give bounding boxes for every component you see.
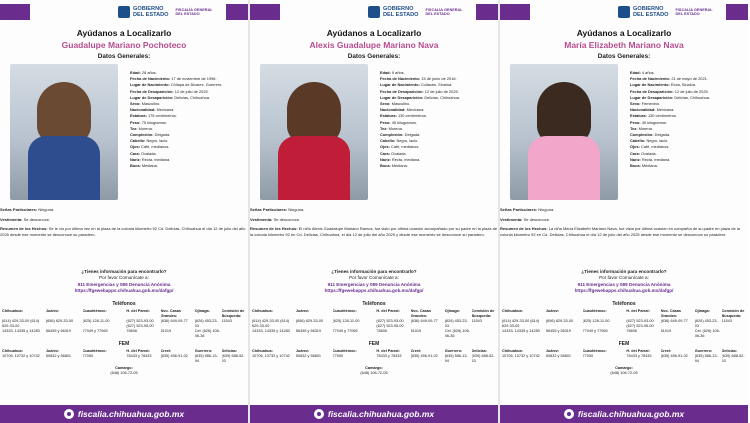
clothing: Vestimenta: Se desconoce.	[0, 216, 51, 222]
field-tez: Tez: Morena.	[630, 125, 653, 131]
phone-cell: Nvo. Casas Grandes:	[410, 309, 432, 318]
phone-cell: (635) 586-13-94	[444, 354, 468, 363]
field-peso: Peso: 45 kilogramos.	[630, 119, 668, 125]
phone-cell: 51019	[160, 329, 172, 333]
phone-cell: (639) 688-52-53	[721, 354, 745, 363]
poster-heading: Ayúdanos a Localizarlo	[326, 28, 422, 38]
government-logo	[618, 6, 713, 18]
poster-topbar	[250, 4, 498, 22]
field-lugar-nacimiento: Lugar de Nacimiento: Elota, Sinaloa.	[630, 82, 696, 88]
field-nacionalidad: Nacionalidad: Mexicana.	[380, 107, 425, 113]
field-estatura: Estatura: 175 centímetros.	[130, 113, 177, 119]
field-tez: Tez: Morena.	[380, 125, 403, 131]
phone-cell: (636) 649-09-77	[160, 319, 188, 323]
phone-cell: Juárez:	[45, 349, 60, 353]
phone-cell: (636) 649-09-77	[660, 319, 688, 323]
brand-stripe-right	[476, 4, 498, 20]
phone-cell: (614) 429-33-00 (614) 629-33-00	[502, 319, 540, 328]
field-lugar-desaparicion: Lugar de Desaparición: Delicias, Chihuahua.	[630, 94, 711, 100]
phone-directory	[250, 302, 498, 376]
phone-cell: H. del Parral:	[126, 309, 150, 313]
field-nacionalidad: Nacionalidad: Mexicana.	[630, 107, 675, 113]
field-cara: Cara: Ovalada.	[130, 150, 157, 156]
fiscalia-logo-icon	[564, 409, 574, 419]
poster-heading: Ayúdanos a Localizarlo	[576, 28, 672, 38]
phone-cell: 14333, 14335 y 14283	[502, 329, 540, 333]
poster-topbar	[0, 4, 248, 22]
missing-person-poster	[250, 0, 500, 423]
phone-cell: 50832 y 56801	[545, 354, 572, 358]
fem-title: FEM	[618, 341, 630, 347]
phone-cell: Cel: (626) 106-06-36	[694, 329, 721, 338]
footer-website[interactable]: fiscalia.chihuahua.gob.mx	[77, 409, 185, 419]
phone-cell: 50832 y 56801	[295, 354, 322, 358]
phone-cell: 77049 y 77065	[82, 329, 108, 333]
brand-stripe-right	[226, 4, 248, 20]
photo-head	[287, 82, 341, 144]
poster-topbar	[500, 4, 748, 22]
field-complexion: Complexión: Delgada.	[380, 132, 421, 138]
phone-cell: 77050	[332, 354, 344, 358]
info-contact-line: Por favor Comunícate a:	[599, 275, 649, 281]
phone-cell: (635) 586-13-94	[694, 354, 718, 363]
phone-cell: Juárez:	[295, 309, 310, 313]
phone-cell: (656) 629-33-00	[545, 319, 574, 323]
phone-cell: (625) 128-11-00	[582, 319, 610, 323]
field-cabello: Cabello: Negro, lacio.	[130, 138, 169, 144]
state-seal-icon	[118, 6, 130, 18]
facts-summary: Resumen de los Hechos: Se le vio por última vez en la plaza de la colonia kilometro 92 Cd. Delicias, Chihuahua el día 12 de julio del año 2025 desde ese momento se desconoce su paradero.	[0, 226, 246, 237]
phone-cell: H. del Parral:	[376, 309, 400, 313]
field-boca: Boca: Mediana.	[630, 163, 658, 169]
phone-cell: Creel:	[160, 349, 172, 353]
brand-stripe-left	[250, 4, 280, 20]
field-ojos: Ojos: Café, medianos.	[130, 144, 170, 150]
poster-heading: Ayúdanos a Localizarlo	[76, 28, 172, 38]
phone-cell: 10706, 10732 y 10742	[2, 354, 40, 358]
phone-cell: H. del Parral:	[126, 349, 150, 353]
field-sexo: Sexo: Femenino.	[630, 101, 661, 107]
field-boca: Boca: Mediana.	[380, 163, 408, 169]
field-fecha-desaparicion: Fecha de Desaparición: 12 de julio de 2025.	[630, 88, 709, 94]
facts-summary: Resumen de los Hechos: La niña María Elizabeth Mariano Nava, fue vista por última ocasión en compañía de su padre en plaza de la colonia kilometro 92 en Cd. Delicias, Chihuahua el día 12 de julio del año 2025 desde ese momento se desconoce su paradero.	[500, 226, 740, 237]
missing-person-poster	[0, 0, 250, 423]
photo-body	[528, 136, 600, 200]
field-lugar-desaparicion: Lugar de Desaparición: Delicias, Chihuahua.	[380, 94, 461, 100]
brand-stripe-right	[726, 4, 748, 20]
poster-footer	[0, 405, 248, 423]
contact-info	[500, 269, 748, 294]
phone-cell: Chihuahua:	[2, 309, 23, 313]
phone-cell: Juárez:	[295, 349, 310, 353]
general-data-list	[630, 70, 745, 169]
phone-cell: Ojinaga:	[694, 309, 710, 313]
field-cara: Cara: Ovalada.	[380, 150, 407, 156]
phone-cell: Guerrero:	[694, 349, 713, 353]
phone-directory	[0, 302, 248, 376]
particular-marks: Señas Particulares: Ninguna.	[0, 207, 55, 212]
contact-info	[250, 269, 498, 294]
phone-cell: Cuauhtémoc:	[82, 349, 107, 353]
photo-head	[37, 82, 91, 144]
camargo-phone: (648) 106-72-05	[610, 371, 638, 375]
poster-footer	[500, 405, 748, 423]
phone-cell: Chihuahua:	[2, 349, 23, 353]
field-cara: Cara: Ovalada.	[630, 150, 657, 156]
phone-cell: Cel: (626) 106-06-36	[444, 329, 471, 338]
phone-cell: 14333, 14335 y 14283	[252, 329, 290, 333]
person-name: Guadalupe Mariano Pochoteco	[61, 40, 187, 50]
phone-cell: (636) 649-09-77	[410, 319, 438, 323]
fem-grid	[250, 349, 498, 364]
phones-grid	[0, 309, 248, 339]
brand-stripe-left	[500, 4, 530, 20]
phone-cell: Juárez:	[545, 349, 560, 353]
phone-cell	[222, 329, 246, 339]
clothing: Vestimenta: Se desconoce.	[250, 216, 301, 222]
person-name: Alexis Guadalupe Mariano Nava	[309, 40, 439, 50]
camargo-contact	[500, 366, 748, 376]
person-photo	[260, 64, 368, 200]
gov-title-1: GOBIERNO	[633, 6, 664, 12]
fem-grid	[0, 349, 248, 364]
person-photo	[10, 64, 118, 200]
phone-cell: Cuauhtémoc:	[332, 349, 357, 353]
photo-head	[537, 82, 591, 144]
camargo-contact	[0, 366, 248, 376]
phone-cell: 56455 y 56319	[545, 329, 572, 333]
emergency-numbers: 911 Emergencias y 089 Denuncia Anónima	[327, 281, 421, 287]
phone-cell: 11543	[471, 319, 482, 323]
field-nariz: Nariz: Recta, mediana.	[380, 156, 421, 162]
field-fecha-desaparicion: Fecha de Desaparición: 12 de julio de 2025.	[130, 88, 209, 94]
brand-stripe-left	[0, 4, 30, 20]
field-estatura: Estatura: 130 centímetros.	[380, 113, 427, 119]
camargo-label: Camargo:	[615, 366, 633, 370]
general-data-list	[380, 70, 495, 169]
phone-cell: (614) 429-33-00 (614) 629-33-00	[252, 319, 290, 328]
phone-cell: 51019	[660, 329, 672, 333]
clothing: Vestimenta: Se desconoce.	[500, 216, 551, 222]
camargo-contact	[250, 366, 498, 376]
phone-cell: Ojinaga:	[194, 309, 210, 313]
info-question: ¿Tienes información para encontrarlo?	[581, 269, 667, 274]
phone-cell: 11543	[721, 319, 732, 323]
phone-cell: Ojinaga:	[444, 309, 460, 313]
phone-cell: 11543	[221, 319, 232, 323]
phone-cell: 10706, 10732 y 10742	[252, 354, 290, 358]
phone-cell: Cel: (626) 106-06-36	[194, 329, 221, 338]
phone-cell: Guerrero:	[194, 349, 213, 353]
person-photo	[510, 64, 618, 200]
report-link[interactable]: https://fgewebapps.chihuahua.gob.mx/dafgp/	[74, 287, 174, 293]
footer-website[interactable]: fiscalia.chihuahua.gob.mx	[327, 409, 435, 419]
fiscalia-logo-icon	[64, 409, 74, 419]
fem-title: FEM	[368, 341, 380, 347]
phones-grid	[250, 309, 498, 339]
field-lugar-desaparicion: Lugar de Desaparición: Delicias, Chihuahua.	[130, 94, 211, 100]
phone-cell: (627) 523-93-00 (627) 523-95-00	[376, 319, 404, 328]
field-edad: Edad: 4 años.	[630, 70, 655, 75]
phone-cell: (614) 429-33-00 (614) 629-33-00	[2, 319, 40, 328]
phone-cell: 50832 y 56801	[45, 354, 72, 358]
phone-cell: Creel:	[660, 349, 672, 353]
phone-cell: (626) 453-23-03	[444, 319, 468, 328]
fem-grid	[500, 349, 748, 364]
info-contact-line: Por favor Comunícate a:	[349, 275, 399, 281]
phone-cell: (625) 128-11-00	[82, 319, 110, 323]
phone-cell: Cuauhtémoc:	[582, 349, 607, 353]
missing-person-poster	[500, 0, 748, 423]
phone-cell: 10706, 10732 y 10742	[502, 354, 540, 358]
phone-cell: 56455 y 56319	[295, 329, 322, 333]
field-complexion: Complexión: Delgada.	[130, 132, 171, 138]
field-estatura: Estatura: 130 centímetros.	[630, 113, 677, 119]
fiscalia-title-2: DEL ESTADO	[175, 12, 200, 16]
phone-cell: Chihuahua:	[252, 309, 273, 313]
phone-cell: Cuauhtémoc:	[332, 309, 357, 313]
phone-cell: 78606	[376, 329, 387, 333]
phone-cell: 78433 y 78433	[376, 354, 402, 358]
phone-cell: 14333, 14335 y 14283	[2, 329, 40, 333]
phone-cell: Cuauhtémoc:	[582, 309, 607, 313]
fiscalia-title-2: DEL ESTADO	[425, 12, 450, 16]
phone-cell: H. del Parral:	[626, 349, 650, 353]
phone-cell: Chihuahua:	[252, 349, 273, 353]
info-contact-line: Por favor Comunícate a:	[99, 275, 149, 281]
phone-cell: Chihuahua:	[502, 309, 523, 313]
report-link[interactable]: https://fgewebapps.chihuahua.gob.mx/dafgp/	[574, 287, 674, 293]
gov-title-1: GOBIERNO	[383, 6, 414, 12]
phones-title: Teléfonos	[362, 301, 386, 307]
gov-title-1: GOBIERNO	[133, 6, 164, 12]
person-name: María Elizabeth Mariano Nava	[564, 40, 684, 50]
phone-cell: H. del Parral:	[626, 309, 650, 313]
emergency-numbers: 911 Emergencias y 089 Denuncia Anónima	[77, 281, 171, 287]
phones-grid	[500, 309, 748, 339]
field-complexion: Complexión: Delgada.	[630, 132, 671, 138]
phone-cell: Nvo. Casas Grandes:	[160, 309, 182, 318]
phone-cell: (627) 523-93-00 (627) 523-95-00	[626, 319, 654, 328]
field-nariz: Nariz: Recta, mediana.	[130, 156, 171, 162]
phone-cell: Cuauhtémoc:	[82, 309, 107, 313]
emergency-numbers: 911 Emergencias y 089 Denuncia Anónima	[577, 281, 671, 287]
fiscalia-title-1: FISCALÍA GENERAL	[425, 8, 463, 12]
report-link[interactable]: https://fgewebapps.chihuahua.gob.mx/dafgp/	[324, 287, 424, 293]
phone-cell: (626) 453-23-03	[694, 319, 718, 328]
camargo-phone: (648) 106-72-05	[360, 371, 388, 375]
field-peso: Peso: 75 kilogramos.	[130, 119, 168, 125]
fiscalia-title-2: DEL ESTADO	[675, 12, 700, 16]
camargo-label: Camargo:	[365, 366, 383, 370]
phone-cell: 78433 y 78433	[126, 354, 152, 358]
phone-cell: 78606	[626, 329, 637, 333]
info-question: ¿Tienes información para encontrarlo?	[331, 269, 417, 274]
field-cabello: Cabello: Negro, lacio.	[380, 138, 419, 144]
phone-cell: Delicias:	[721, 349, 738, 353]
phone-cell: (656) 629-33-00	[45, 319, 74, 323]
phone-cell: Chihuahua:	[502, 349, 523, 353]
gov-title-2: DEL ESTADO	[383, 12, 419, 18]
phone-cell: 78433 y 78433	[626, 354, 652, 358]
phones-title: Teléfonos	[112, 301, 136, 307]
field-cabello: Cabello: Negro, lacio.	[630, 138, 669, 144]
field-ojos: Ojos: Café, medianos.	[380, 144, 420, 150]
phone-cell: Comisión de Búsqueda:	[221, 309, 245, 318]
fem-title: FEM	[118, 341, 130, 347]
phone-cell: (635) 456-91-02	[660, 354, 688, 358]
fiscalia-title-1: FISCALÍA GENERAL	[175, 8, 213, 12]
field-fecha-nacimiento: Fecha de Nacimiento: 21 de mayo de 2021.	[630, 76, 708, 82]
phone-cell: 77049 y 77065	[332, 329, 358, 333]
phone-cell: Delicias:	[221, 349, 238, 353]
phone-cell: (626) 453-23-03	[194, 319, 218, 328]
phone-cell	[722, 329, 746, 339]
info-question: ¿Tienes información para encontrarlo?	[81, 269, 167, 274]
general-data-list	[130, 70, 245, 169]
phone-cell: (635) 456-91-02	[410, 354, 438, 358]
field-boca: Boca: Mediana.	[130, 163, 158, 169]
phone-cell: Comisión de Búsqueda:	[471, 309, 495, 318]
phone-cell: Creel:	[410, 349, 422, 353]
general-data-heading: Datos Generales:	[597, 53, 651, 60]
phone-cell: (635) 456-91-02	[160, 354, 188, 358]
gov-title-2: DEL ESTADO	[133, 12, 169, 18]
phone-cell: 51019	[410, 329, 422, 333]
government-logo	[368, 6, 463, 18]
phone-cell: Nvo. Casas Grandes:	[660, 309, 682, 318]
phone-cell: 77050	[82, 354, 94, 358]
phone-cell: (627) 523-93-00 (627) 523-95-00	[126, 319, 154, 328]
phone-cell: Juárez:	[545, 309, 560, 313]
field-peso: Peso: 45 kilogramos.	[380, 119, 418, 125]
phone-cell: 56455 y 56319	[45, 329, 72, 333]
contact-info	[0, 269, 248, 294]
fiscalia-title-1: FISCALÍA GENERAL	[675, 8, 713, 12]
state-seal-icon	[618, 6, 630, 18]
field-fecha-desaparicion: Fecha de Desaparición: 12 de julio de 2025.	[380, 88, 459, 94]
field-edad: Edad: 28 años.	[130, 70, 157, 75]
phone-cell: (635) 586-13-94	[194, 354, 218, 363]
phone-cell: Comisión de Búsqueda:	[721, 309, 745, 318]
field-tez: Tez: Morena.	[130, 125, 153, 131]
details-section	[0, 207, 248, 241]
phones-title: Teléfonos	[612, 301, 636, 307]
phone-cell: (639) 688-52-53	[471, 354, 495, 363]
phone-cell: 77050	[582, 354, 594, 358]
fiscalia-logo-icon	[314, 409, 324, 419]
field-lugar-nacimiento: Lugar de Nacimiento: Chilapa de Álvarez, Guerrero.	[130, 82, 223, 88]
photo-body	[28, 136, 100, 200]
general-data-heading: Datos Generales:	[97, 53, 151, 60]
field-fecha-nacimiento: Fecha de Nacimiento: 15 de junio de 2016.	[380, 76, 457, 82]
field-sexo: Sexo: Masculino.	[130, 101, 161, 107]
phone-directory	[500, 302, 748, 376]
phone-cell: (656) 629-33-00	[295, 319, 324, 323]
phone-cell: Juárez:	[45, 309, 60, 313]
field-edad: Edad: 9 años.	[380, 70, 405, 75]
poster-footer	[250, 405, 498, 423]
phone-cell	[472, 329, 496, 339]
field-nariz: Nariz: Recta, mediana.	[630, 156, 671, 162]
phone-cell: (625) 128-11-00	[332, 319, 360, 323]
field-sexo: Sexo: Masculino.	[380, 101, 411, 107]
field-lugar-nacimiento: Lugar de Nacimiento: Culiacán, Sinaloa.	[380, 82, 453, 88]
details-section	[250, 207, 498, 241]
phone-cell: H. del Parral:	[376, 349, 400, 353]
phone-cell: Delicias:	[471, 349, 488, 353]
camargo-phone: (648) 106-72-05	[110, 371, 138, 375]
government-logo	[118, 6, 213, 18]
footer-website[interactable]: fiscalia.chihuahua.gob.mx	[577, 409, 685, 419]
particular-marks: Señas Particulares: Ninguna.	[500, 207, 555, 212]
field-nacionalidad: Nacionalidad: Mexicana.	[130, 107, 175, 113]
general-data-heading: Datos Generales:	[347, 53, 401, 60]
details-section	[500, 207, 748, 241]
phone-cell: Guerrero:	[444, 349, 463, 353]
gov-title-2: DEL ESTADO	[633, 12, 669, 18]
phone-cell: 78606	[126, 329, 137, 333]
field-ojos: Ojos: Café, medianos.	[630, 144, 670, 150]
camargo-label: Camargo:	[115, 366, 133, 370]
field-fecha-nacimiento: Fecha de Nacimiento: 17 de noviembre de 1996.	[130, 76, 217, 82]
phone-cell: 77049 y 77065	[582, 329, 608, 333]
state-seal-icon	[368, 6, 380, 18]
particular-marks: Señas Particulares: Ninguna.	[250, 207, 305, 212]
phone-cell: (639) 688-52-53	[221, 354, 245, 363]
photo-body	[278, 136, 350, 200]
facts-summary: Resumen de los Hechos: El niño Alexis Guadalupe Mariano Ramos, fue visto por última ocasión acompañado por su padre en la plaza de la colonia kilometro 92 en Cd. Delicias, Chihuahua, el día 12 de julio del año 2025 y desde ese momento se desconoce su paradero.	[250, 226, 498, 237]
